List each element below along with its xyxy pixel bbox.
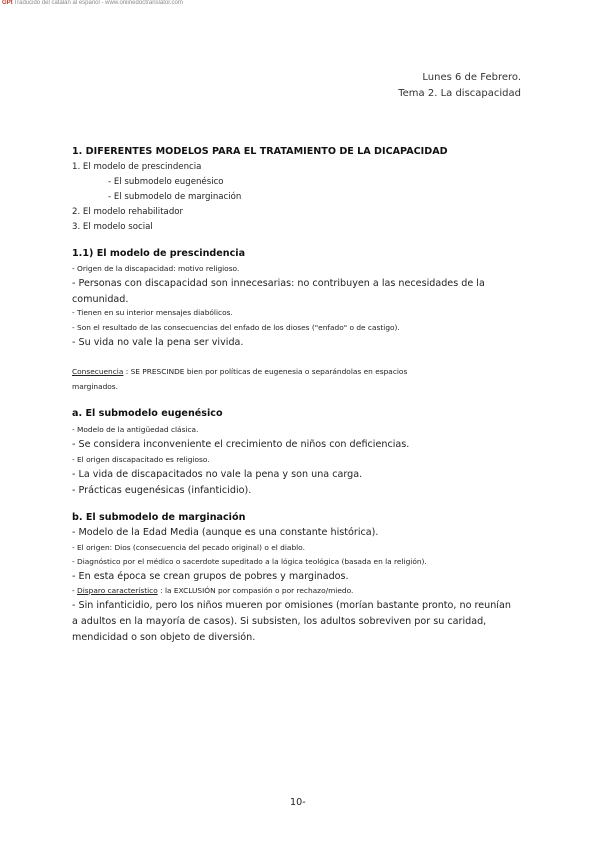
translator-watermark [2, 0, 183, 6]
text-line: - Prácticas eugenésicas (infanticidio). [72, 485, 252, 496]
text-line: - Modelo de la antigüedad clásica. [72, 425, 199, 434]
text-line: comunidad. [72, 294, 129, 305]
text-line: - Diagnóstico por el médico o sacerdote supeditado a la lógica teológica (basada en la religión). [72, 557, 427, 566]
section-1-title: 1. DIFERENTES MODELOS PARA EL TRATAMIENTO DE LA DICAPACIDAD [72, 146, 448, 157]
section-b-title: b. El submodelo de marginación [72, 512, 246, 523]
text-line: - Son el resultado de las consecuencias del enfado de los dioses ("enfado" o de castigo). [72, 323, 400, 332]
text-line: a adultos en la mayoría de casos). Si subsisten, los adultos sobreviven por su caridad, [72, 616, 487, 627]
consequence-line [72, 365, 407, 380]
text-line: - Origen de la discapacidad: motivo religioso. [72, 264, 240, 273]
text-line: - Personas con discapacidad son innecesarias: no contribuyen a las necesidades de la [72, 278, 485, 289]
outline-item: 2. El modelo rehabilitador [72, 207, 184, 217]
text-line: - Tienen en su interior mensajes diabólicos. [72, 308, 233, 317]
page-number: 10- [290, 797, 306, 808]
text-line: - Su vida no vale la pena ser vivida. [72, 337, 244, 348]
text-line: - Se considera inconveniente el crecimiento de niños con deficiencias. [72, 439, 410, 450]
text-line: mendicidad o son objeto de diversión. [72, 632, 256, 643]
trigger-label: Disparo característico [77, 586, 158, 595]
document-topic: Tema 2. La discapacidad [398, 88, 521, 99]
outline-item: - El submodelo de marginación [108, 192, 242, 202]
text-line: - Modelo de la Edad Media (aunque es una constante histórica). [72, 527, 379, 538]
section-a-title: a. El submodelo eugenésico [72, 408, 223, 419]
text-line: - El origen discapacitado es religioso. [72, 455, 210, 464]
consequence-line-2: marginados. [72, 382, 119, 391]
translator-logo: GPt [2, 0, 13, 6]
text-line: - En esta época se crean grupos de pobres y marginados. [72, 571, 349, 582]
text-line: - Sin infanticidio, pero los niños mueren por omisiones (morían bastante pronto, no reunían [72, 600, 511, 611]
consequence-label: Consecuencia [72, 367, 124, 376]
outline-item: 1. El modelo de prescindencia [72, 162, 202, 172]
trigger-prefix: - [72, 586, 78, 595]
document-date: Lunes 6 de Febrero. [422, 72, 521, 83]
trigger-line [72, 584, 353, 599]
trigger-text: : la EXCLUSIÓN por compasión o por rechazo/miedo. [157, 586, 354, 595]
text-line: - La vida de discapacitados no vale la pena y son una carga. [72, 469, 363, 480]
outline-item: - El submodelo eugenésico [108, 177, 224, 187]
watermark-text: Traducido del catalán al español - www.onlinedoctranslator.com [13, 0, 183, 6]
text-line: - El origen: Dios (consecuencia del pecado original) o el diablo. [72, 543, 305, 552]
outline-item: 3. El modelo social [72, 222, 153, 232]
section-1-1-title: 1.1) El modelo de prescindencia [72, 248, 246, 259]
consequence-text: : SE PRESCINDE bien por políticas de eugenesia o separándolas en espacios [123, 367, 408, 376]
